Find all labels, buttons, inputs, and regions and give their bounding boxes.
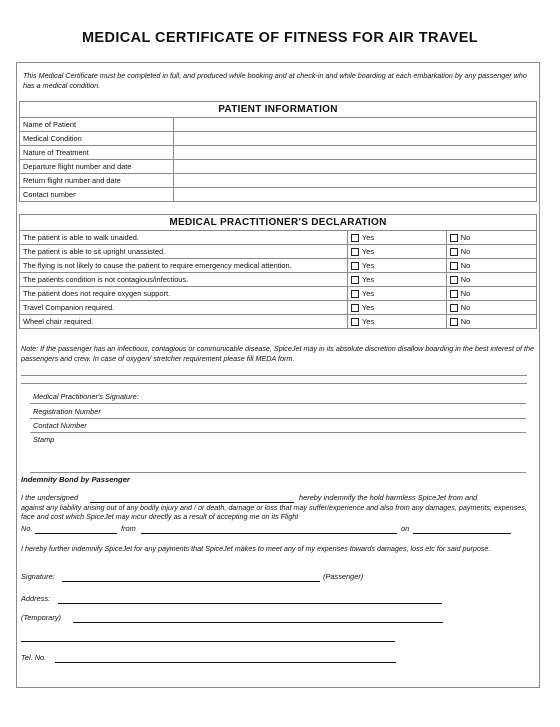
no-checkbox[interactable] [450,234,458,242]
no-option[interactable]: No [446,301,536,315]
yes-option[interactable]: Yes [348,301,447,315]
signature-label: Signature: [21,572,55,581]
yes-checkbox[interactable] [351,276,359,284]
field-label: Contact number [20,188,174,202]
no-checkbox[interactable] [450,318,458,326]
table-row [20,259,537,273]
no-checkbox[interactable] [450,304,458,312]
name-of-patient-field[interactable] [174,118,537,132]
declaration-item: Travel Companion required. [20,301,348,315]
date-field[interactable] [413,533,511,534]
yes-option[interactable]: Yes [348,315,447,329]
no-checkbox[interactable] [450,262,458,270]
field-label: Medical Condition [20,132,174,146]
temporary-label: (Temporary) [21,613,61,622]
yes-option[interactable]: Yes [348,287,447,301]
page-title: MEDICAL CERTIFICATE OF FITNESS FOR AIR TRAVEL [81,30,479,46]
field-label: Name of Patient [20,118,174,132]
divider [21,383,527,384]
table-row [20,273,537,287]
stamp-label: Stamp [33,435,55,444]
from-label: from [121,524,136,533]
address-label: Address: [21,594,51,603]
practitioner-signature-line[interactable] [30,403,526,404]
temporary-address-field[interactable] [73,622,443,623]
divider [21,375,527,376]
yes-checkbox[interactable] [351,248,359,256]
declaration-item: The patient is able to walk unaided. [20,231,348,245]
no-option[interactable]: No [446,231,536,245]
contact-number-field[interactable] [174,188,537,202]
table-row [20,287,537,301]
field-label: Return flight number and date [20,174,174,188]
yes-option[interactable]: Yes [348,245,447,259]
table-row [20,146,537,160]
flight-number-field[interactable] [35,533,117,534]
no-option[interactable]: No [446,259,536,273]
yes-option[interactable]: Yes [348,273,447,287]
nature-of-treatment-field[interactable] [174,146,537,160]
yes-checkbox[interactable] [351,234,359,242]
table-row [20,174,537,188]
flight-no-label: No. [21,524,33,533]
no-option[interactable]: No [446,287,536,301]
passenger-signature-field[interactable] [62,581,320,582]
field-label: Departure flight number and date [20,160,174,174]
practitioner-signature-label: Medical Practitioner's Signature: [33,392,139,401]
yes-option[interactable]: Yes [348,259,447,273]
no-option[interactable]: No [446,245,536,259]
declaration-item: The flying is not likely to cause the patient to require emergency medical attention. [20,259,348,273]
yes-checkbox[interactable] [351,304,359,312]
declaration-item: The patients condition is not contagious/infectious. [20,273,348,287]
indemnity-line-1-end: hereby indemnify the hold harmless SpiceJet from and [299,493,478,502]
address-field[interactable] [58,603,442,604]
no-option[interactable]: No [446,315,536,329]
patient-information-table [19,101,537,202]
declaration-heading: MEDICAL PRACTITIONER'S DECLARATION [20,215,537,231]
passenger-label: (Passenger) [323,572,364,581]
declaration-item: The patient does not require oxygen support. [20,287,348,301]
stamp-area-line [30,472,526,473]
yes-checkbox[interactable] [351,290,359,298]
yes-option[interactable]: Yes [348,231,447,245]
address-continuation-field[interactable] [21,641,395,642]
indemnity-body: against any liability arising out of any bodily injury and / or death, damage or loss that may suffer/experience and also from any damages, payments, expenses, face and cost which SpiceJet may incur directly as a result of accepting me on its Flight [21,503,527,522]
registration-number-line[interactable] [30,418,526,419]
table-row [20,132,537,146]
table-row [20,231,537,245]
note-text: Note: If the passenger has an infectious, contagious or communicable disease, SpiceJet may in its absolute discretion disallow boarding in the best interest of the passengers and crew. In case of oxygen/ stretcher requirement please fill MEDA form. [21,344,534,363]
yes-checkbox[interactable] [351,318,359,326]
declaration-table [19,214,537,329]
table-row [20,245,537,259]
on-label: on [401,524,410,533]
table-row [20,188,537,202]
declaration-item: Wheel chair required. [20,315,348,329]
telephone-field[interactable] [55,662,396,663]
no-checkbox[interactable] [450,248,458,256]
registration-number-label: Registration Number [33,407,101,416]
from-field[interactable] [141,533,397,534]
indemnity-title: Indemnity Bond by Passenger [21,475,130,484]
table-row [20,118,537,132]
tel-label: Tel. No. [21,653,47,662]
no-checkbox[interactable] [450,276,458,284]
field-label: Nature of Treatment [20,146,174,160]
table-row [20,315,537,329]
further-indemnity-text: I hereby further indemnify SpiceJet for any payments that SpiceJet makes to meet any of my expenses towards damages, loss etc for said purpose. [21,544,491,553]
indemnity-line-1: I the undersigned [21,493,79,502]
patient-information-heading: PATIENT INFORMATION [20,102,537,118]
no-option[interactable]: No [446,273,536,287]
no-checkbox[interactable] [450,290,458,298]
medical-condition-field[interactable] [174,132,537,146]
yes-checkbox[interactable] [351,262,359,270]
table-row [20,301,537,315]
contact-number-line[interactable] [30,432,526,433]
contact-number-label: Contact Number [33,421,87,430]
table-row [20,160,537,174]
departure-flight-field[interactable] [174,160,537,174]
return-flight-field[interactable] [174,174,537,188]
declaration-item: The patient is able to sit upright unassisted. [20,245,348,259]
intro-text: This Medical Certificate must be completed in full, and produced while booking and at check-in and while boarding at each embarkation by any passenger who has a medical condition. [23,71,527,90]
